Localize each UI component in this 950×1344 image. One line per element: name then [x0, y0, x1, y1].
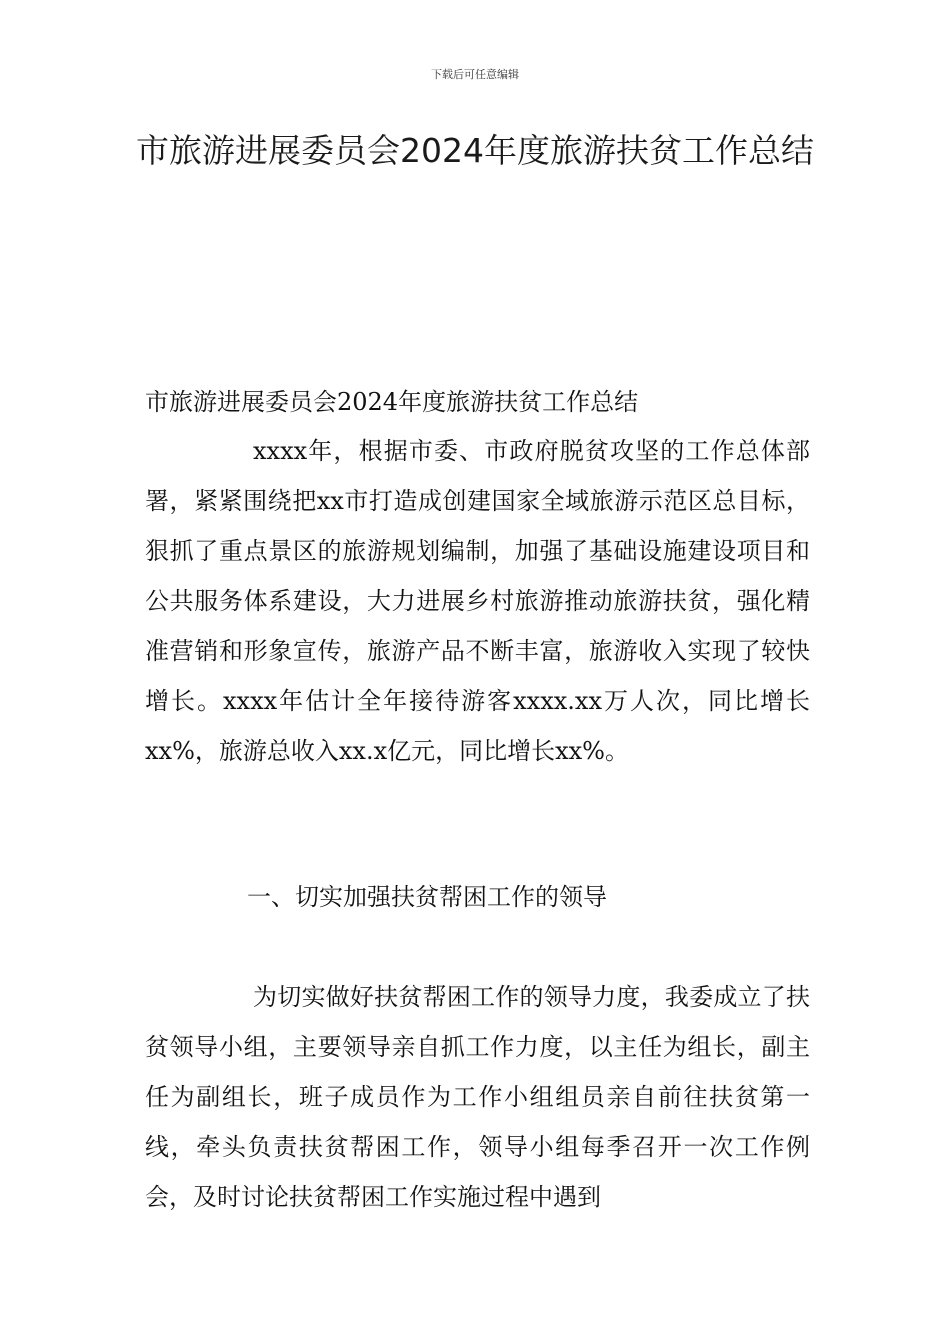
- section-heading: 一、切实加强扶贫帮困工作的领导: [247, 883, 607, 911]
- document-title: 市旅游进展委员会2024年度旅游扶贫工作总结: [136, 131, 814, 170]
- document-subtitle-line: 市旅游进展委员会2024年度旅游扶贫工作总结: [145, 388, 639, 416]
- section-paragraph: 为切实做好扶贫帮困工作的领导力度，我委成立了扶贫领导小组，主要领导亲自抓工作力度，以主任为组长，副主任为副组长，班子成员作为工作小组组员亲自前往扶贫第一线，牵头负责扶贫帮困工作，领导小组每季召开一次工作例会，及时讨论扶贫帮困工作实施过程中遇到: [145, 983, 810, 1211]
- intro-paragraph: xxxx年，根据市委、市政府脱贫攻坚的工作总体部署，紧紧围绕把xx市打造成创建国家全域旅游示范区总目标，狠抓了重点景区的旅游规划编制，加强了基础设施建设项目和公共服务体系建设，大力进展乡村旅游推动旅游扶贫，强化精准营销和形象宣传，旅游产品不断丰富，旅游收入实现了较快增长。xxxx年估计全年接待游客xxxx.xx万人次，同比增长xx%，旅游总收入xx.x亿元，同比增长xx%。: [145, 437, 810, 765]
- page-header-note: 下载后可任意编辑: [431, 68, 519, 81]
